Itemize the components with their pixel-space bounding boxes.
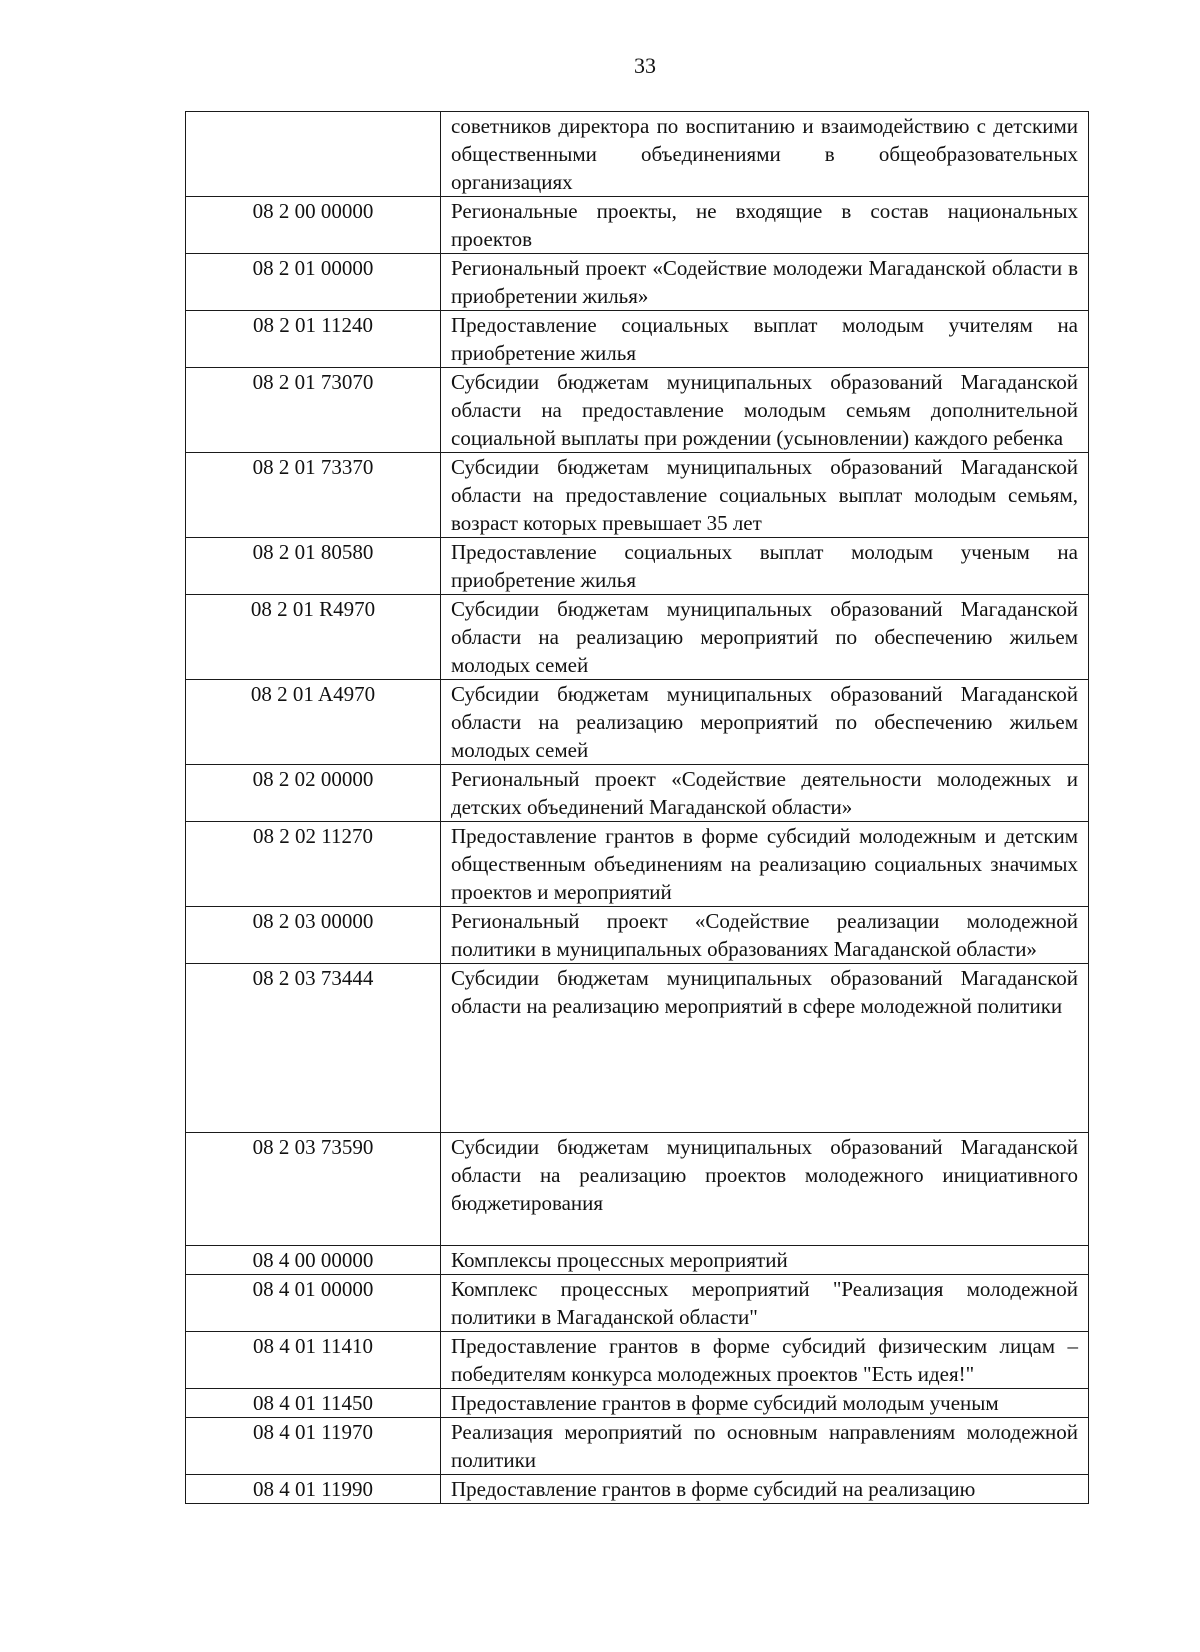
row-code: 08 2 01 11240 bbox=[186, 311, 441, 368]
table-row bbox=[186, 822, 1089, 907]
row-code: 08 2 03 73590 bbox=[186, 1133, 441, 1246]
table-row bbox=[186, 1475, 1089, 1504]
row-description: Субсидии бюджетам муниципальных образований Магаданской области на реализацию мероприятий по обеспечению жильем молодых семей bbox=[441, 595, 1089, 680]
row-code: 08 2 01 73370 bbox=[186, 453, 441, 538]
row-code: 08 2 01 00000 bbox=[186, 254, 441, 311]
row-description: Региональный проект «Содействие деятельности молодежных и детских объединений Магаданской области» bbox=[441, 765, 1089, 822]
table-row bbox=[186, 1133, 1089, 1246]
row-code: 08 2 01 R4970 bbox=[186, 595, 441, 680]
row-code: 08 4 01 11410 bbox=[186, 1332, 441, 1389]
table-row bbox=[186, 907, 1089, 964]
table-row bbox=[186, 112, 1089, 197]
table-row bbox=[186, 1418, 1089, 1475]
table-row bbox=[186, 1332, 1089, 1389]
table-row bbox=[186, 964, 1089, 1133]
row-code: 08 4 01 11450 bbox=[186, 1389, 441, 1418]
page-number: 33 bbox=[634, 53, 656, 78]
budget-codes-table bbox=[185, 111, 1089, 1504]
table-row bbox=[186, 538, 1089, 595]
row-code bbox=[186, 112, 441, 197]
row-code: 08 2 00 00000 bbox=[186, 197, 441, 254]
table-row bbox=[186, 1389, 1089, 1418]
row-code: 08 2 02 11270 bbox=[186, 822, 441, 907]
row-code: 08 2 03 73444 bbox=[186, 964, 441, 1133]
table-row bbox=[186, 1246, 1089, 1275]
row-description: Предоставление социальных выплат молодым ученым на приобретение жилья bbox=[441, 538, 1089, 595]
row-code: 08 4 00 00000 bbox=[186, 1246, 441, 1275]
row-code: 08 2 01 73070 bbox=[186, 368, 441, 453]
row-code: 08 4 01 00000 bbox=[186, 1275, 441, 1332]
row-description: Субсидии бюджетам муниципальных образований Магаданской области на реализацию мероприятий в сфере молодежной политики bbox=[441, 964, 1089, 1133]
table-row bbox=[186, 453, 1089, 538]
row-code: 08 4 01 11970 bbox=[186, 1418, 441, 1475]
row-description: Предоставление грантов в форме субсидий молодежным и детским общественным объединениям на реализацию социальных значимых проектов и мероприятий bbox=[441, 822, 1089, 907]
row-description: Предоставление грантов в форме субсидий молодым ученым bbox=[441, 1389, 1089, 1418]
row-description: Субсидии бюджетам муниципальных образований Магаданской области на предоставление социальных выплат молодым семьям, возраст которых превышает 35 лет bbox=[441, 453, 1089, 538]
row-code: 08 2 01 A4970 bbox=[186, 680, 441, 765]
row-description: Субсидии бюджетам муниципальных образований Магаданской области на предоставление молодым семьям дополнительной социальной выплаты при рождении (усыновлении) каждого ребенка bbox=[441, 368, 1089, 453]
row-code: 08 2 02 00000 bbox=[186, 765, 441, 822]
row-description: Предоставление грантов в форме субсидий физическим лицам – победителям конкурса молодежных проектов "Есть идея!" bbox=[441, 1332, 1089, 1389]
row-code: 08 2 03 00000 bbox=[186, 907, 441, 964]
row-description: Субсидии бюджетам муниципальных образований Магаданской области на реализацию мероприятий по обеспечению жильем молодых семей bbox=[441, 680, 1089, 765]
row-description: Региональные проекты, не входящие в состав национальных проектов bbox=[441, 197, 1089, 254]
row-description: Реализация мероприятий по основным направлениям молодежной политики bbox=[441, 1418, 1089, 1475]
row-code: 08 4 01 11990 bbox=[186, 1475, 441, 1504]
row-code: 08 2 01 80580 bbox=[186, 538, 441, 595]
table-row bbox=[186, 368, 1089, 453]
row-description: советников директора по воспитанию и взаимодействию с детскими общественными объединениями в общеобразовательных организациях bbox=[441, 112, 1089, 197]
row-description: Региональный проект «Содействие молодежи Магаданской области в приобретении жилья» bbox=[441, 254, 1089, 311]
table-row bbox=[186, 254, 1089, 311]
row-description: Комплексы процессных мероприятий bbox=[441, 1246, 1089, 1275]
row-description: Субсидии бюджетам муниципальных образований Магаданской области на реализацию проектов молодежного инициативного бюджетирования bbox=[441, 1133, 1089, 1246]
table-row bbox=[186, 765, 1089, 822]
table-row bbox=[186, 197, 1089, 254]
row-description: Региональный проект «Содействие реализации молодежной политики в муниципальных образованиях Магаданской области» bbox=[441, 907, 1089, 964]
row-description: Предоставление социальных выплат молодым учителям на приобретение жилья bbox=[441, 311, 1089, 368]
table-row bbox=[186, 1275, 1089, 1332]
row-description: Предоставление грантов в форме субсидий на реализацию bbox=[441, 1475, 1089, 1504]
row-description: Комплекс процессных мероприятий "Реализация молодежной политики в Магаданской области" bbox=[441, 1275, 1089, 1332]
table-row bbox=[186, 680, 1089, 765]
table-row bbox=[186, 595, 1089, 680]
table-row bbox=[186, 311, 1089, 368]
